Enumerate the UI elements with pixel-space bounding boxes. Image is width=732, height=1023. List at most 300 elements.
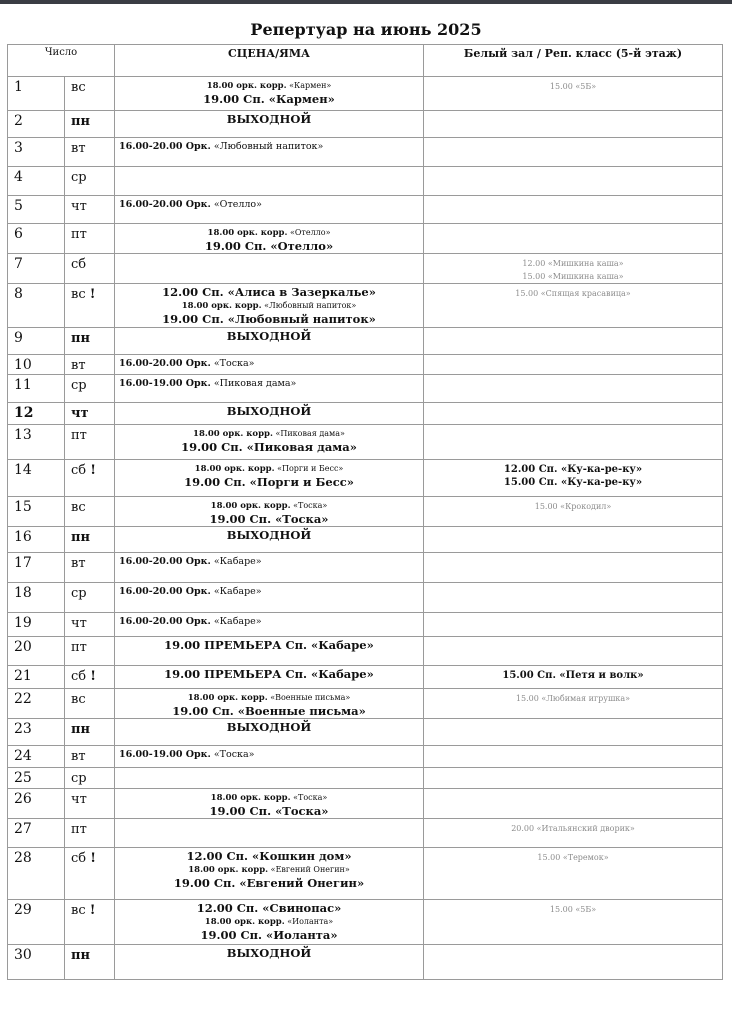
- date-cell: [8, 527, 65, 553]
- date-cell: [8, 328, 65, 355]
- event-time: 16.00-20.00 Орк.: [119, 586, 211, 597]
- stage-cell: [115, 497, 424, 527]
- table-body: [8, 77, 723, 980]
- stage-cell: [115, 111, 424, 138]
- stage-event: [115, 499, 423, 513]
- stage-cell: [115, 553, 424, 583]
- top-bar: [0, 0, 732, 4]
- date-number: 11: [14, 377, 32, 393]
- date-number: 1: [14, 79, 23, 95]
- date-number: 20: [14, 639, 32, 655]
- weekday-label: ср: [71, 771, 87, 786]
- stage-cell: [115, 460, 424, 497]
- event-title: «Пиковая дама»: [210, 378, 297, 389]
- weekday-label: чт: [71, 199, 87, 214]
- weekday-cell: [65, 819, 115, 848]
- weekday-label: вс: [71, 287, 86, 302]
- event-time: 18.00 орк. корр.: [194, 464, 275, 474]
- date-cell: [8, 77, 65, 111]
- stage-event: [119, 555, 423, 568]
- weekday-label: вс: [71, 903, 86, 918]
- hall-cell: [424, 111, 723, 138]
- highlight-mark: !: [89, 903, 96, 918]
- stage-event: [115, 79, 423, 93]
- table-row: [8, 138, 723, 167]
- date-cell: [8, 583, 65, 613]
- weekday-cell: [65, 167, 115, 196]
- date-number: 8: [14, 286, 23, 302]
- weekday-cell: [65, 689, 115, 719]
- weekday-cell: [65, 527, 115, 553]
- table-row: [8, 355, 723, 375]
- weekday-cell: [65, 77, 115, 111]
- date-number: 15: [14, 499, 32, 515]
- stage-cell: [115, 768, 424, 789]
- table-row: [8, 224, 723, 254]
- date-number: 22: [14, 691, 32, 707]
- date-number: 29: [14, 902, 32, 918]
- event-time: 18.00 орк. корр.: [193, 429, 273, 439]
- hall-event: 12.00 «Мишкина каша»: [522, 259, 624, 268]
- stage-event: ВЫХОДНОЙ: [226, 528, 312, 542]
- stage-cell: [115, 637, 424, 666]
- hall-cell: [424, 746, 723, 768]
- stage-event: 19.00 Сп. «Любовный напиток»: [162, 312, 376, 326]
- weekday-cell: [65, 403, 115, 425]
- stage-event: 12.00 Сп. «Свинопас»: [196, 901, 342, 915]
- weekday-cell: [65, 138, 115, 167]
- event-time: 18.00 орк. корр.: [206, 81, 287, 91]
- weekday-cell: [65, 613, 115, 637]
- stage-cell: [115, 527, 424, 553]
- date-number: 12: [14, 405, 34, 421]
- stage-cell: [115, 900, 424, 945]
- date-cell: [8, 719, 65, 746]
- stage-cell: [115, 138, 424, 167]
- weekday-cell: [65, 900, 115, 945]
- date-cell: [8, 666, 65, 689]
- hall-event: 15.00 «Спящая красавица»: [515, 289, 631, 298]
- date-number: 10: [14, 357, 32, 373]
- weekday-label: вт: [71, 358, 86, 373]
- table-row: [8, 167, 723, 196]
- hall-cell: [424, 254, 723, 284]
- hall-event: 15.00 «5Б»: [549, 82, 597, 91]
- stage-event: [115, 462, 423, 476]
- weekday-label: ср: [71, 586, 87, 601]
- weekday-cell: [65, 768, 115, 789]
- stage-event: [115, 915, 423, 929]
- date-cell: [8, 789, 65, 819]
- weekday-label: вт: [71, 141, 86, 156]
- event-title: «Иоланта»: [284, 917, 334, 926]
- date-cell: [8, 819, 65, 848]
- event-time: 16.00-19.00 Орк.: [119, 749, 211, 760]
- date-cell: [8, 900, 65, 945]
- weekday-label: пн: [71, 722, 91, 737]
- weekday-label: пт: [71, 640, 87, 655]
- weekday-cell: [65, 328, 115, 355]
- hall-cell: [424, 425, 723, 460]
- date-number: 14: [14, 462, 32, 478]
- weekday-label: пн: [71, 114, 91, 129]
- hall-cell: [424, 138, 723, 167]
- table-row: [8, 719, 723, 746]
- event-title: «Любовный напиток»: [261, 301, 357, 310]
- hall-cell: [424, 328, 723, 355]
- table-row: [8, 945, 723, 980]
- date-cell: [8, 425, 65, 460]
- hall-cell: [424, 768, 723, 789]
- date-cell: [8, 637, 65, 666]
- stage-event: ВЫХОДНОЙ: [226, 112, 312, 126]
- hall-event: 15.00 «Любимая игрушка»: [515, 694, 631, 703]
- event-title: «Кабаре»: [210, 616, 262, 627]
- date-cell: [8, 746, 65, 768]
- table-row: [8, 375, 723, 403]
- stage-event: ВЫХОДНОЙ: [226, 329, 312, 343]
- weekday-cell: [65, 254, 115, 284]
- stage-event: [119, 585, 423, 598]
- stage-event: 12.00 Сп. «Алиса в Зазеркалье»: [162, 285, 376, 299]
- hall-cell: [424, 375, 723, 403]
- table-row: [8, 613, 723, 637]
- hall-cell: [424, 945, 723, 980]
- weekday-label: сб: [71, 851, 87, 866]
- hall-cell: [424, 497, 723, 527]
- hall-event: 15.00 «5Б»: [549, 905, 597, 914]
- date-number: 18: [14, 585, 32, 601]
- hall-cell: [424, 900, 723, 945]
- date-number: 5: [14, 198, 23, 214]
- hall-event: 15.00 Сп. «Ку-ка-ре-ку»: [503, 477, 643, 488]
- weekday-cell: [65, 945, 115, 980]
- date-cell: [8, 284, 65, 328]
- date-number: 16: [14, 529, 32, 545]
- event-time: 18.00 орк. корр.: [210, 501, 291, 511]
- weekday-label: чт: [71, 792, 87, 807]
- stage-event: 19.00 Сп. «Иоланта»: [200, 928, 338, 942]
- table-row: [8, 848, 723, 900]
- stage-event: 19.00 Сп. «Тоска»: [209, 512, 329, 526]
- date-cell: [8, 945, 65, 980]
- event-title: «Тоска»: [210, 358, 255, 369]
- stage-cell: [115, 613, 424, 637]
- weekday-label: сб: [71, 669, 87, 684]
- weekday-cell: [65, 666, 115, 689]
- event-time: 16.00-20.00 Орк.: [119, 199, 211, 210]
- table-row: [8, 527, 723, 553]
- header-hall: Белый зал / Реп. класс (5-й этаж): [424, 45, 723, 77]
- weekday-cell: [65, 789, 115, 819]
- date-cell: [8, 111, 65, 138]
- weekday-label: вс: [71, 692, 86, 707]
- table-row: [8, 819, 723, 848]
- date-cell: [8, 375, 65, 403]
- stage-event: ВЫХОДНОЙ: [226, 946, 312, 960]
- stage-event: 19.00 Сп. «Кармен»: [203, 92, 335, 106]
- stage-cell: [115, 819, 424, 848]
- weekday-label: сб: [71, 463, 87, 478]
- event-title: «Порги и Бесс»: [274, 464, 344, 473]
- weekday-label: ср: [71, 378, 87, 393]
- event-title: «Отелло»: [210, 199, 262, 210]
- stage-event: [115, 863, 423, 877]
- table-row: [8, 746, 723, 768]
- hall-cell: [424, 789, 723, 819]
- event-title: «Кабаре»: [210, 556, 262, 567]
- date-number: 17: [14, 555, 32, 571]
- event-time: 18.00 орк. корр.: [210, 793, 291, 803]
- event-title: «Военные письма»: [267, 693, 351, 702]
- weekday-label: вс: [71, 80, 86, 95]
- weekday-label: вс: [71, 500, 86, 515]
- event-time: 18.00 орк. корр.: [204, 917, 285, 927]
- stage-event: 19.00 Сп. «Порги и Бесс»: [184, 475, 354, 489]
- weekday-cell: [65, 637, 115, 666]
- weekday-cell: [65, 848, 115, 900]
- table-row: [8, 284, 723, 328]
- weekday-label: пт: [71, 227, 87, 242]
- table-row: [8, 689, 723, 719]
- stage-event: [119, 377, 423, 390]
- event-title: «Кабаре»: [210, 586, 262, 597]
- stage-cell: [115, 224, 424, 254]
- date-cell: [8, 167, 65, 196]
- weekday-label: чт: [71, 616, 87, 631]
- weekday-cell: [65, 196, 115, 224]
- table-header-row: [8, 45, 723, 77]
- stage-cell: [115, 583, 424, 613]
- hall-cell: [424, 613, 723, 637]
- table-row: [8, 583, 723, 613]
- stage-cell: [115, 945, 424, 980]
- event-time: 16.00-20.00 Орк.: [119, 358, 211, 369]
- event-time: 16.00-20.00 Орк.: [119, 556, 211, 567]
- date-number: 30: [14, 947, 32, 963]
- header-date: Число: [8, 45, 115, 77]
- weekday-label: пн: [71, 331, 91, 346]
- hall-event: 15.00 «Крокодил»: [534, 502, 612, 511]
- hall-cell: [424, 460, 723, 497]
- weekday-label: чт: [71, 406, 89, 421]
- date-number: 26: [14, 791, 32, 807]
- stage-cell: [115, 328, 424, 355]
- page-title: Репертуар на июнь 2025: [250, 20, 482, 39]
- hall-cell: [424, 689, 723, 719]
- stage-event: 19.00 Сп. «Евгений Онегин»: [173, 876, 365, 890]
- table-row: [8, 900, 723, 945]
- table-row: [8, 497, 723, 527]
- hall-event: 15.00 Сп. «Петя и волк»: [502, 670, 644, 681]
- event-time: 18.00 орк. корр.: [181, 301, 262, 311]
- hall-event: 20.00 «Итальянский дворик»: [511, 824, 635, 833]
- date-number: 24: [14, 748, 32, 764]
- hall-cell: [424, 77, 723, 111]
- event-time: 18.00 орк. корр.: [187, 693, 268, 703]
- weekday-cell: [65, 719, 115, 746]
- event-time: 16.00-19.00 Орк.: [119, 378, 211, 389]
- weekday-cell: [65, 224, 115, 254]
- date-number: 28: [14, 850, 32, 866]
- stage-cell: [115, 196, 424, 224]
- stage-cell: [115, 167, 424, 196]
- table-row: [8, 328, 723, 355]
- stage-cell: [115, 746, 424, 768]
- weekday-cell: [65, 460, 115, 497]
- stage-cell: [115, 789, 424, 819]
- date-number: 21: [14, 668, 32, 684]
- stage-cell: [115, 689, 424, 719]
- weekday-label: пт: [71, 822, 87, 837]
- hall-cell: [424, 583, 723, 613]
- hall-cell: [424, 719, 723, 746]
- date-number: 4: [14, 169, 23, 185]
- hall-event: 15.00 «Теремок»: [537, 853, 609, 862]
- date-cell: [8, 196, 65, 224]
- weekday-label: пт: [71, 428, 87, 443]
- stage-event: ВЫХОДНОЙ: [226, 720, 312, 734]
- table-row: [8, 254, 723, 284]
- stage-cell: [115, 666, 424, 689]
- table-row: [8, 425, 723, 460]
- stage-event: [115, 299, 423, 313]
- table-row: [8, 111, 723, 138]
- table-row: [8, 403, 723, 425]
- stage-event: 19.00 Сп. «Отелло»: [204, 239, 334, 253]
- weekday-label: вт: [71, 749, 86, 764]
- stage-cell: [115, 375, 424, 403]
- event-time: 18.00 орк. корр.: [207, 228, 288, 238]
- date-cell: [8, 689, 65, 719]
- date-cell: [8, 768, 65, 789]
- hall-cell: [424, 527, 723, 553]
- event-title: «Любовный напиток»: [210, 141, 324, 152]
- table-row: [8, 553, 723, 583]
- table-row: [8, 77, 723, 111]
- event-time: 18.00 орк. корр.: [188, 865, 269, 875]
- stage-event: [119, 748, 423, 761]
- weekday-cell: [65, 111, 115, 138]
- stage-event: [115, 691, 423, 705]
- weekday-cell: [65, 284, 115, 328]
- stage-cell: [115, 254, 424, 284]
- highlight-mark: !: [89, 287, 96, 302]
- date-cell: [8, 497, 65, 527]
- stage-cell: [115, 403, 424, 425]
- hall-cell: [424, 637, 723, 666]
- hall-cell: [424, 819, 723, 848]
- stage-event: 19.00 ПРЕМЬЕРА Сп. «Кабаре»: [164, 638, 374, 652]
- stage-event: 19.00 Сп. «Тоска»: [209, 804, 329, 818]
- event-time: 16.00-20.00 Орк.: [119, 141, 211, 152]
- stage-event: [119, 615, 423, 628]
- stage-cell: [115, 848, 424, 900]
- stage-cell: [115, 77, 424, 111]
- date-cell: [8, 848, 65, 900]
- hall-event: 12.00 Сп. «Ку-ка-ре-ку»: [503, 464, 643, 475]
- stage-event: [119, 140, 423, 153]
- hall-cell: [424, 403, 723, 425]
- date-number: 25: [14, 770, 32, 786]
- date-number: 23: [14, 721, 32, 737]
- date-cell: [8, 138, 65, 167]
- header-stage: СЦЕНА/ЯМА: [115, 45, 424, 77]
- date-cell: [8, 460, 65, 497]
- stage-event: [115, 226, 423, 240]
- weekday-cell: [65, 497, 115, 527]
- event-time: 16.00-20.00 Орк.: [119, 616, 211, 627]
- weekday-cell: [65, 355, 115, 375]
- table-row: [8, 789, 723, 819]
- date-cell: [8, 224, 65, 254]
- date-cell: [8, 403, 65, 425]
- stage-event: 19.00 Сп. «Пиковая дама»: [181, 440, 357, 454]
- date-number: 2: [14, 113, 23, 129]
- highlight-mark: !: [90, 463, 96, 478]
- date-number: 27: [14, 821, 32, 837]
- highlight-mark: !: [90, 669, 96, 684]
- event-title: «Тоска»: [290, 501, 328, 510]
- hall-cell: [424, 666, 723, 689]
- table-row: [8, 666, 723, 689]
- stage-cell: [115, 719, 424, 746]
- event-title: «Тоска»: [210, 749, 255, 760]
- date-cell: [8, 355, 65, 375]
- hall-cell: [424, 553, 723, 583]
- table-row: [8, 637, 723, 666]
- hall-cell: [424, 848, 723, 900]
- stage-event: ВЫХОДНОЙ: [226, 404, 312, 418]
- stage-cell: [115, 425, 424, 460]
- weekday-cell: [65, 553, 115, 583]
- event-title: «Евгений Онегин»: [268, 865, 350, 874]
- stage-event: [115, 427, 423, 441]
- stage-cell: [115, 284, 424, 328]
- hall-cell: [424, 284, 723, 328]
- hall-cell: [424, 196, 723, 224]
- stage-event: [115, 791, 423, 805]
- stage-event: [119, 357, 423, 370]
- hall-cell: [424, 167, 723, 196]
- event-title: «Отелло»: [287, 228, 331, 237]
- table-row: [8, 196, 723, 224]
- hall-cell: [424, 355, 723, 375]
- event-title: «Тоска»: [290, 793, 328, 802]
- stage-event: 12.00 Сп. «Кошкин дом»: [186, 849, 352, 863]
- stage-event: 19.00 ПРЕМЬЕРА Сп. «Кабаре»: [164, 667, 374, 681]
- weekday-label: ср: [71, 170, 87, 185]
- date-cell: [8, 254, 65, 284]
- date-number: 3: [14, 140, 23, 156]
- date-number: 19: [14, 615, 32, 631]
- date-number: 9: [14, 330, 23, 346]
- weekday-cell: [65, 583, 115, 613]
- weekday-label: сб: [71, 257, 87, 272]
- weekday-label: вт: [71, 556, 86, 571]
- weekday-label: пн: [71, 948, 91, 963]
- table-row: [8, 460, 723, 497]
- table-row: [8, 768, 723, 789]
- date-cell: [8, 613, 65, 637]
- date-cell: [8, 553, 65, 583]
- event-title: «Пиковая дама»: [272, 429, 345, 438]
- hall-cell: [424, 224, 723, 254]
- weekday-cell: [65, 375, 115, 403]
- weekday-label: пн: [71, 530, 91, 545]
- stage-cell: [115, 355, 424, 375]
- date-number: 6: [14, 226, 23, 242]
